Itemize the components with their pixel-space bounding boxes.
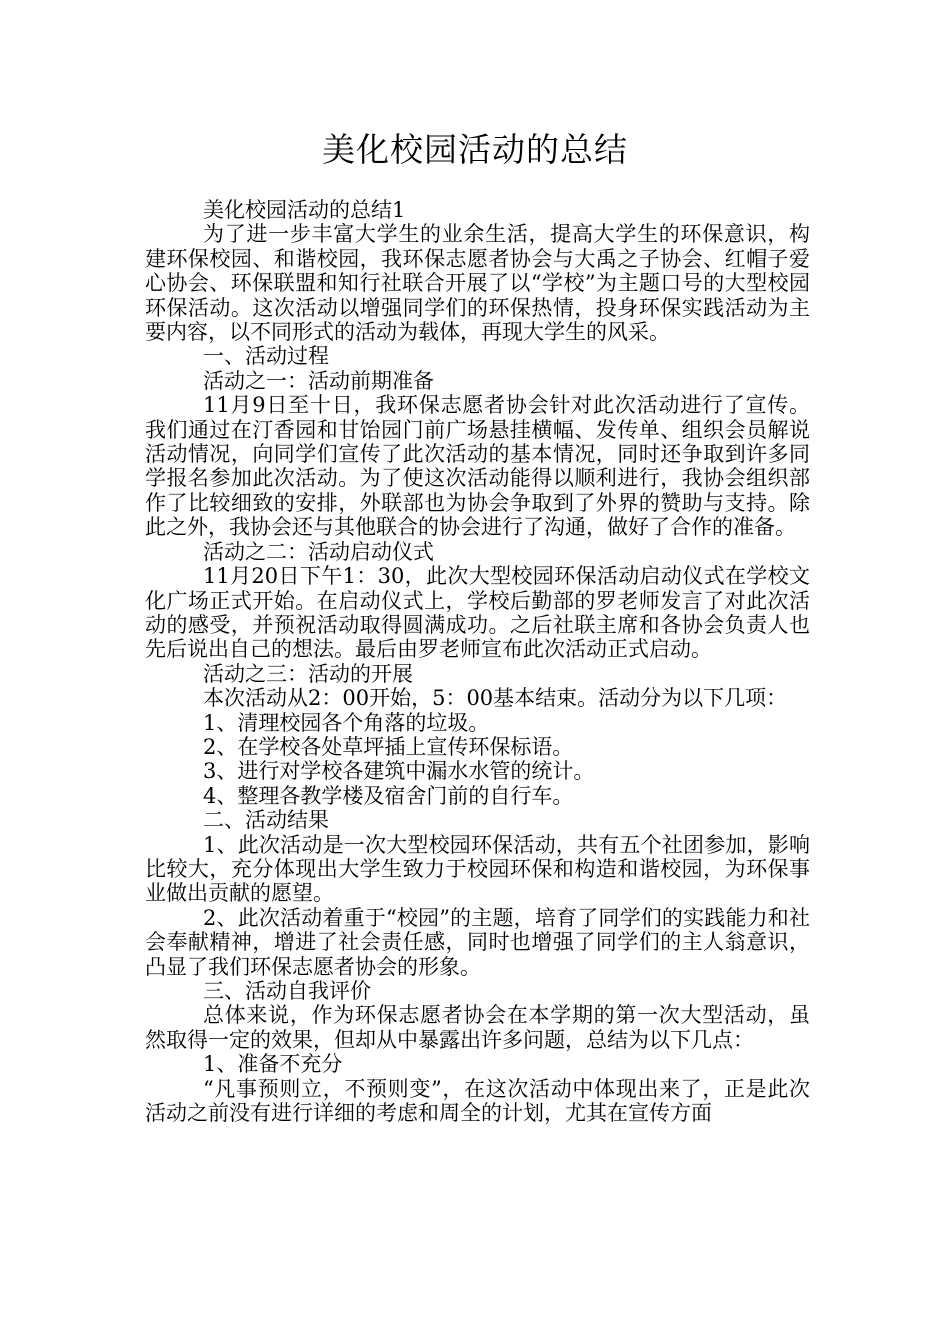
document-body	[145, 198, 810, 1125]
paragraph: 11月20日下午1：30，此次大型校园环保活动启动仪式在学校文化广场正式开始。在启动仪式上，学校后勤部的罗老师发言了对此次活动的感受，并预祝活动取得圆满成功。之后社联主席和各协会负责人也先后说出自己的想法。最后由罗老师宣布此次活动正式启动。	[145, 564, 810, 662]
paragraph: 1、此次活动是一次大型校园环保活动，共有五个社团参加，影响比较大，充分体现出大学生致力于校园环保和构造和谐校园，为环保事业做出贡献的愿望。	[145, 832, 810, 906]
section-heading: 三、活动自我评价	[203, 979, 371, 1003]
section-heading: 一、活动过程	[203, 344, 329, 369]
list-item: 4、整理各教学楼及宿舍门前的自行车。	[203, 783, 574, 808]
subsection-heading: 活动之二：活动启动仪式	[203, 539, 434, 564]
subsection-heading: 活动之三：活动的开展	[203, 661, 413, 686]
document-title: 美化校园活动的总结	[322, 130, 628, 169]
list-item: 1、清理校园各个角落的垃圾。	[203, 710, 490, 735]
subsection-heading: 活动之一：活动前期准备	[203, 368, 434, 393]
paragraph: 本次活动从2：00开始，5：00基本结束。活动分为以下几项：	[203, 686, 788, 711]
paragraph: 11月9日至十日，我环保志愿者协会针对此次活动进行了宣传。我们通过在汀香园和甘饴园门前广场悬挂横幅、发传单、组织会员解说活动情况，向同学们宣传了此次活动的基本情况，同时还争取到许多同学报名参加此次活动。为了使这次活动能得以顺利进行，我协会组织部作了比较细致的安排，外联部也为协会争取到了外界的赞助与支持。除此之外，我协会还与其他联合的协会进行了沟通，做好了合作的准备。	[145, 393, 810, 540]
list-item: 3、进行对学校各建筑中漏水水管的统计。	[203, 759, 595, 784]
list-item: 2、在学校各处草坪插上宣传环保标语。	[203, 734, 574, 759]
paragraph: 2、此次活动着重于“校园”的主题，培育了同学们的实践能力和社会奉献精神，增进了社会责任感，同时也增强了同学们的主人翁意识，凸显了我们环保志愿者协会的形象。	[145, 905, 810, 979]
section-heading: 二、活动结果	[203, 808, 329, 833]
paragraph: 总体来说，作为环保志愿者协会在本学期的第一次大型活动，虽然取得一定的效果，但却从中暴露出许多问题，总结为以下几点：	[145, 1003, 810, 1052]
subsection-heading: 1、准备不充分	[203, 1052, 343, 1077]
section-heading: 美化校园活动的总结1	[203, 198, 406, 222]
paragraph-intro: 为了进一步丰富大学生的业余生活，提高大学生的环保意识，构建环保校园、和谐校园，我环保志愿者协会与大禹之子协会、红帽子爱心协会、环保联盟和知行社联合开展了以“学校”为主题口号的大型校园环保活动。这次活动以增强同学们的环保热情，投身环保实践活动为主要内容，以不同形式的活动为载体，再现大学生的风采。	[145, 222, 810, 345]
paragraph: “凡事预则立，不预则变”，在这次活动中体现出来了，正是此次活动之前没有进行详细的考虑和周全的计划，尤其在宣传方面	[145, 1076, 810, 1126]
